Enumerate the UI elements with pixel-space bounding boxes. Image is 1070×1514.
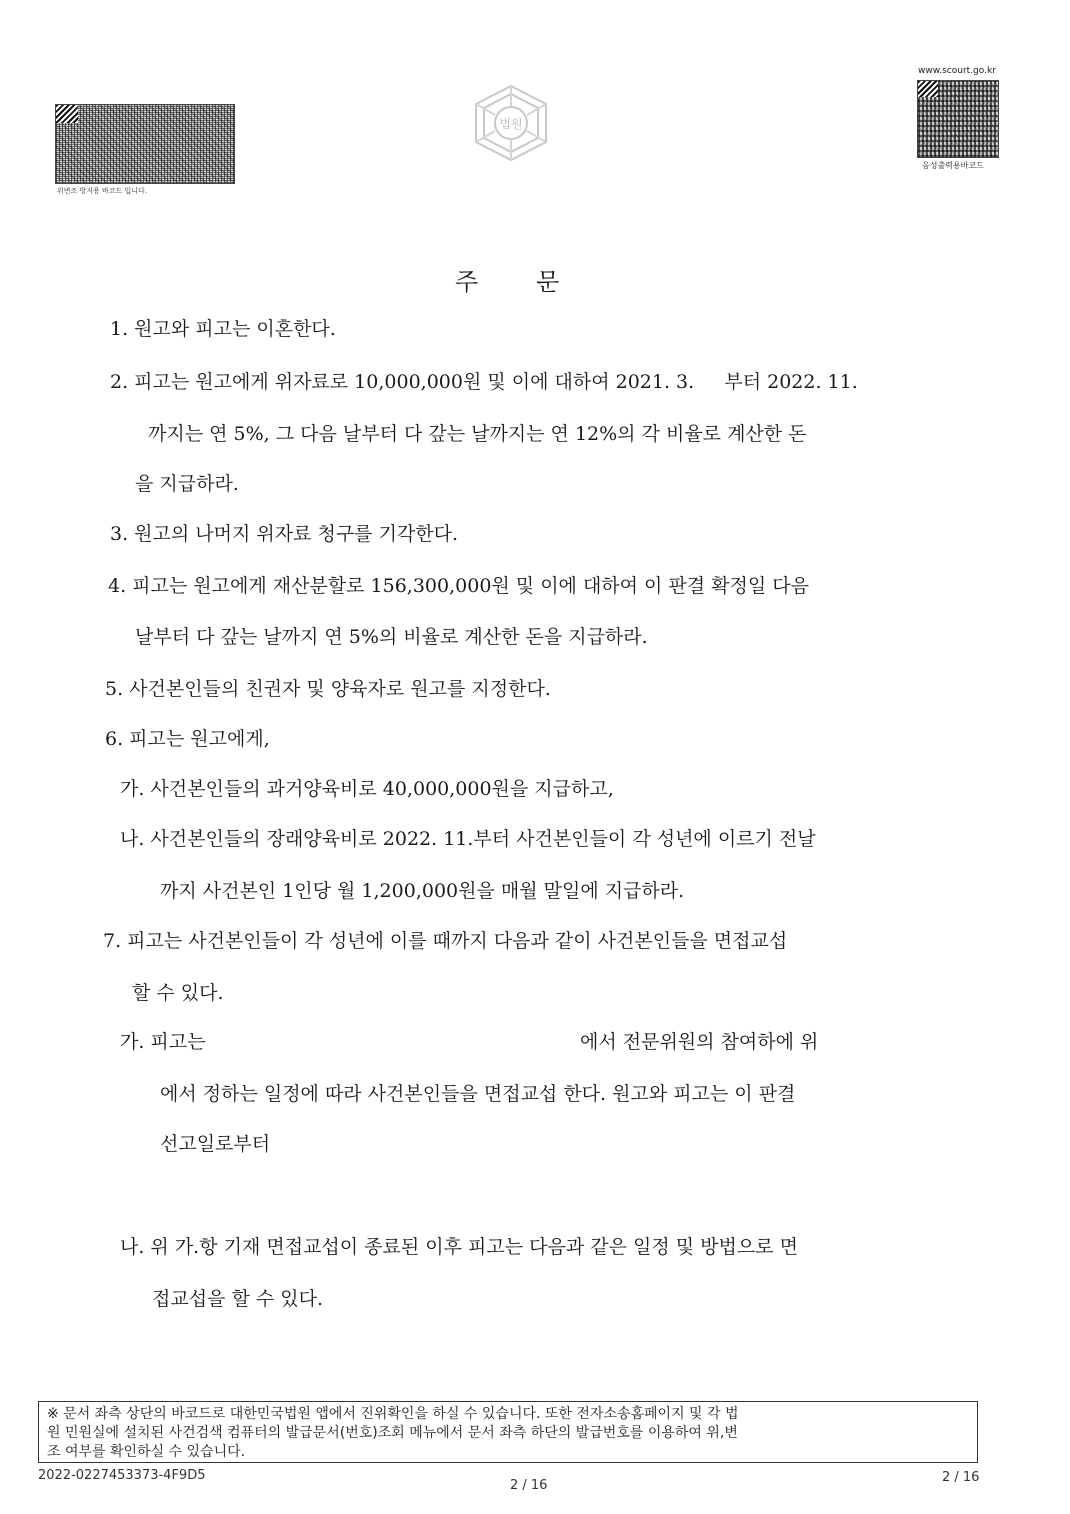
order-item-7-ga: 가. 피고는 — [120, 1031, 206, 1053]
order-item-7-na-cont: 접교섭을 할 수 있다. — [152, 1288, 323, 1310]
order-item-2-cont: 까지는 연 5%, 그 다음 날부터 다 갚는 날까지는 연 12%의 각 비율로 계산한 돈 — [148, 423, 807, 445]
page-number-right: 2 / 16 — [942, 1470, 980, 1485]
order-item-6-na: 나. 사건본인들의 장래양육비로 2022. 11.부터 사건본인들이 각 성년에 이르기 전날 — [120, 828, 816, 850]
qr-caption: 음성출력용바코드 — [922, 161, 984, 170]
court-seal-icon — [470, 82, 552, 164]
order-item-6: 6. 피고는 원고에게, — [105, 728, 270, 750]
order-item-7-ga-cont: 에서 정하는 일정에 따라 사건본인들을 면접교섭 한다. 원고와 피고는 이 판결 — [160, 1083, 796, 1105]
order-item-1: 1. 원고와 피고는 이혼한다. — [110, 318, 336, 340]
order-item-6-ga: 가. 사건본인들의 과거양육비로 40,000,000원을 지급하고, — [120, 778, 614, 800]
voice-output-barcode — [917, 80, 999, 158]
order-item-5: 5. 사건본인들의 친권자 및 양육자로 원고를 지정한다. — [105, 678, 551, 700]
notice-line: 조 여부를 확인하실 수 있습니다. — [47, 1444, 246, 1460]
notice-line: ※ 문서 좌측 상단의 바코드로 대한민국법원 앱에서 진위확인을 하실 수 있습니다. 또한 전자소송홈페이지 및 각 법 — [47, 1406, 739, 1422]
notice-line: 원 민원실에 설치된 사건검색 컴퓨터의 발급문서(번호)조회 메뉴에서 문서 좌측 하단의 발급번호를 이용하여 위,변 — [47, 1425, 738, 1441]
order-item-6-na-cont: 까지 사건본인 1인당 월 1,200,000원을 매월 말일에 지급하라. — [160, 880, 685, 902]
issue-number: 2022-0227453373-4F9D5 — [38, 1468, 206, 1483]
order-item-7-cont: 할 수 있다. — [132, 982, 224, 1004]
order-item-4: 4. 피고는 원고에게 재산분할로 156,300,000원 및 이에 대하여 이 판결 확정일 다음 — [108, 575, 809, 597]
verification-notice — [38, 1401, 978, 1463]
barcode-caption: 위변조 방지용 바코드 입니다. — [57, 187, 148, 195]
order-item-3: 3. 원고의 나머지 위자료 청구를 기각한다. — [110, 523, 459, 545]
order-item-2: 2. 피고는 원고에게 위자료로 10,000,000원 및 이에 대하여 2021. 3. 부터 2022. 11. — [110, 371, 858, 393]
order-item-4-cont: 날부터 다 갚는 날까지 연 5%의 비율로 계산한 돈을 지급하라. — [135, 626, 648, 648]
seal-text: 법원 — [499, 117, 523, 131]
qr-url: www.scourt.go.kr — [918, 66, 996, 76]
order-item-7-ga-cont: 선고일로부터 — [160, 1133, 271, 1155]
order-item-7: 7. 피고는 사건본인들이 각 성년에 이를 때까지 다음과 같이 사건본인들을 면접교섭 — [103, 930, 788, 952]
order-item-7-na: 나. 위 가.항 기재 면접교섭이 종료된 이후 피고는 다음과 같은 일정 및 방법으로 면 — [120, 1236, 798, 1258]
page-title: 주문 — [455, 268, 618, 296]
order-item-2-cont: 을 지급하라. — [135, 473, 239, 495]
page-number-center: 2 / 16 — [510, 1478, 548, 1493]
order-item-7-ga-mid: 에서 전문위원의 참여하에 위 — [580, 1031, 819, 1053]
authenticity-barcode — [55, 104, 235, 184]
